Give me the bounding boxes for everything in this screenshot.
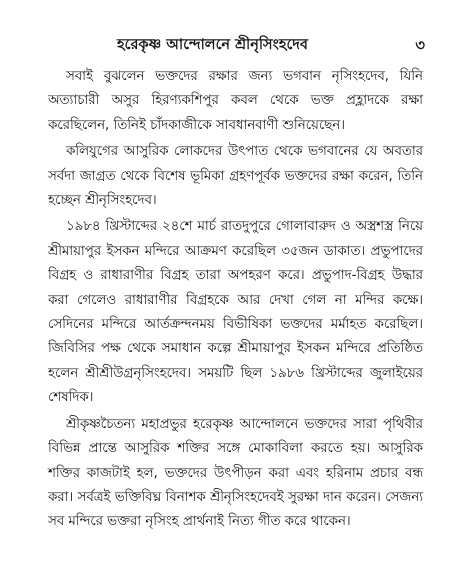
paragraph-3: ১৯৮৪ খ্রিস্টাব্দের ২৪শে মার্চ রাতদুপুরে গোলাবারুদ ও অস্ত্রশস্ত্র নিয়ে শ্রীমায়াপুর ইসকন মন্দিরে আক্রমণ করেছিল ৩৫জন ডাকাত। প্রভুপাদের বিগ্রহ ও রাধারাণীর বিগ্রহ তারা অপহরণ করে। প্রভুপাদ-বিগ্রহ উদ্ধার করা গেলেও রাধারাণীর বিগ্রহকে আর দেখা গেল না মন্দির কক্ষে। সেদিনের মন্দিরে আর্তক্রন্দনময় বিভীষিকা ভক্তদের মর্মাহত করেছিল। জিবিসির পক্ষ থেকে সমাধান কল্পে শ্রীমায়াপুর ইসকন মন্দিরে প্রতিষ্ঠিত হলেন শ্রীশ্রীউগ্রনৃসিংহদেব। সময়টি ছিল ১৯৮৬ খ্রিস্টাব্দের জুলাইয়ের শেষদিক। xyxy=(48,219,423,406)
page-header xyxy=(40,34,425,58)
page-number: ৩ xyxy=(415,36,425,54)
paragraph-4: শ্রীকৃষ্ণচৈতন্য মহাপ্রভুর হরেকৃষ্ণ আন্দোলনে ভক্তদের সারা পৃথিবীর বিভিন্ন প্রান্তে আসুরিক শক্তির সঙ্গে মোকাবিলা করতে হয়। আসুরিক শক্তির কাজটাই হল, ভক্তদের উৎপীড়ন করা এবং হরিনাম প্রচার বন্ধ করা। সর্বত্রই ভক্তিবিঘ্ন বিনাশক শ্রীনৃসিংহদেবই সুরক্ষা দান করেন। সেজন্য সব মন্দিরে ভক্তরা নৃসিংহ প্রার্থনাই নিত্য গীত করে থাকেন। xyxy=(48,416,423,530)
paragraph-2: কলিযুগের আসুরিক লোকদের উৎপাত থেকে ভগবানের যে অবতার সর্বদা জাগ্রত থেকে বিশেষ ভূমিকা গ্রহণপূর্বক ভক্তদের রক্ষা করেন, তিনি হচ্ছেন শ্রীনৃসিংহদেব। xyxy=(48,144,423,209)
body-text xyxy=(48,65,423,535)
running-title: হরেকৃষ্ণ আন্দোলনে শ্রীনৃসিংহদেব xyxy=(117,37,308,53)
paragraph-1: সবাই বুঝলেন ভক্তদের রক্ষার জন্য ভগবান নৃসিংহদেব, যিনি অত্যাচারী অসুর হিরণ্যকশিপুর কবল থেকে ভক্ত প্রহ্লাদকে রক্ষা করেছিলেন, তিনিই চাঁদকাজীকে সাবধানবাণী শুনিয়েছেন। xyxy=(48,69,423,133)
